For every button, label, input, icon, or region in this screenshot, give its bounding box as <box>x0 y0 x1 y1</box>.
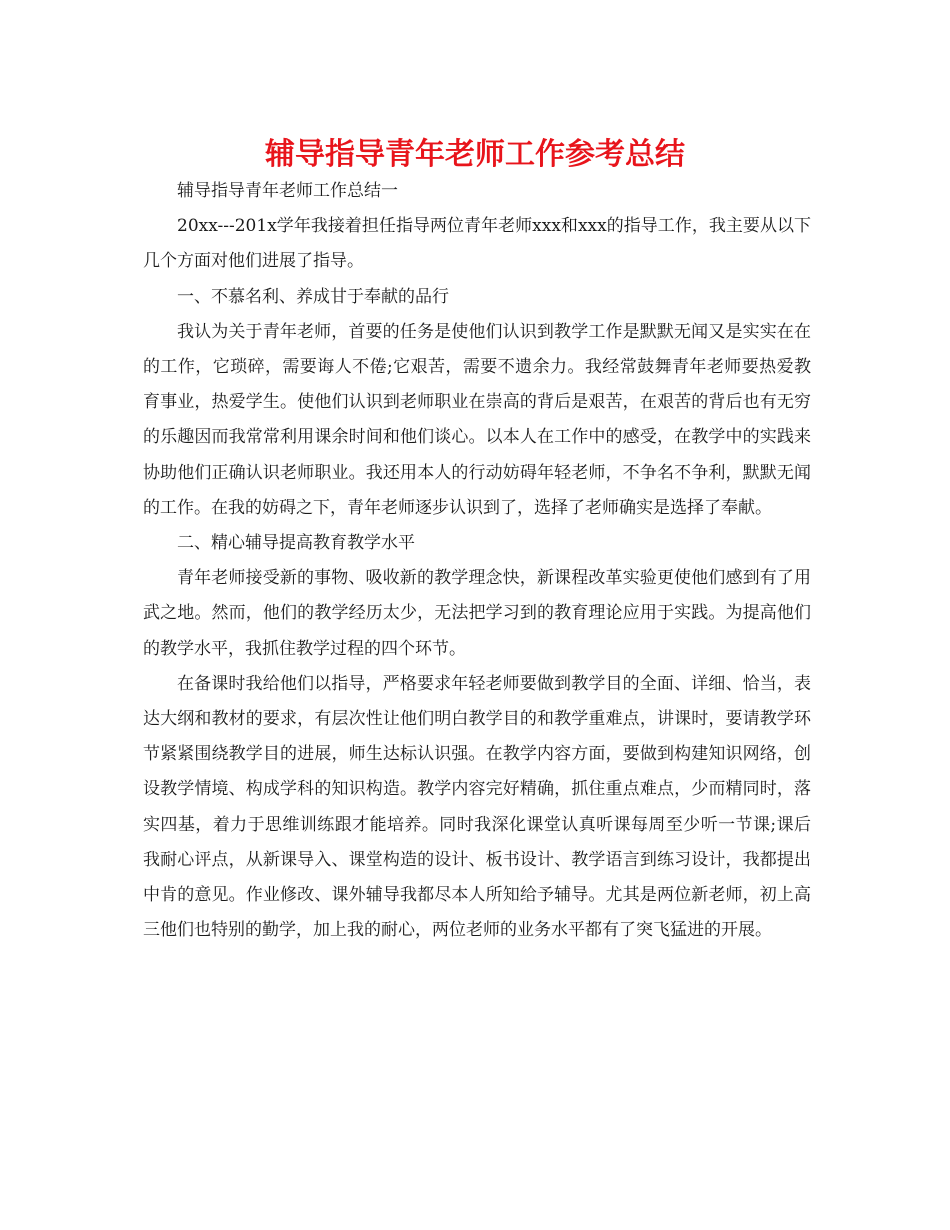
document-body <box>143 174 811 948</box>
paragraph-section-heading: 辅导指导青年老师工作总结一 <box>177 181 398 201</box>
paragraph-body-3: 在备课时我给他们以指导，严格要求年轻老师要做到教学目的全面、详细、恰当，表达大纲和教材的要求，有层次性让他们明白教学目的和教学重难点，讲课时，要请教学环节紧紧围绕教学目的进展，师生达标认识强。在教学内容方面，要做到构建知识网络，创设教学情境、构成学科的知识构造。教学内容完好精确，抓住重点难点，少而精同时，落实四基，着力于思维训练跟才能培养。同时我深化课堂认真听课每周至少听一节课;课后我耐心评点，从新课导入、课堂构造的设计、板书设计、教学语言到练习设计，我都提出中肯的意见。作业修改、课外辅导我都尽本人所知给予辅导。尤其是两位新老师，初上高三他们也特别的勤学，加上我的耐心，两位老师的业务水平都有了突飞猛进的开展。 <box>143 673 811 941</box>
paragraph-intro: 20xx---201x学年我接着担任指导两位青年老师xxx和xxx的指导工作，我主要从以下几个方面对他们进展了指导。 <box>143 216 811 272</box>
paragraph-heading-2: 二、精心辅导提高教育教学水平 <box>177 533 415 554</box>
paragraph-body-1: 我认为关于青年老师，首要的任务是使他们认识到教学工作是默默无闻又是实实在在的工作，它琐碎，需要诲人不倦;它艰苦，需要不遗余力。我经常鼓舞青年老师要热爱教育事业，热爱学生。使他们认识到老师职业在崇高的背后是艰苦，在艰苦的背后也有无穷的乐趣因而我常常利用课余时间和他们谈心。以本人在工作中的感受，在教学中的实践来协助他们正确认识老师职业。我还用本人的行动妨碍年轻老师，不争名不争利，默默无闻的工作。在我的妨碍之下，青年老师逐步认识到了，选择了老师确实是选择了奉献。 <box>143 321 811 518</box>
paragraph-heading-1: 一、不慕名利、养成甘于奉献的品行 <box>177 286 449 307</box>
document-title: 辅导指导青年老师工作参考总结 <box>265 137 685 172</box>
paragraph-body-2: 青年老师接受新的事物、吸收新的教学理念快，新课程改革实验更使他们感到有了用武之地。然而，他们的教学经历太少，无法把学习到的教育理论应用于实践。为提高他们的教学水平，我抓住教学过程的四个环节。 <box>143 568 811 659</box>
